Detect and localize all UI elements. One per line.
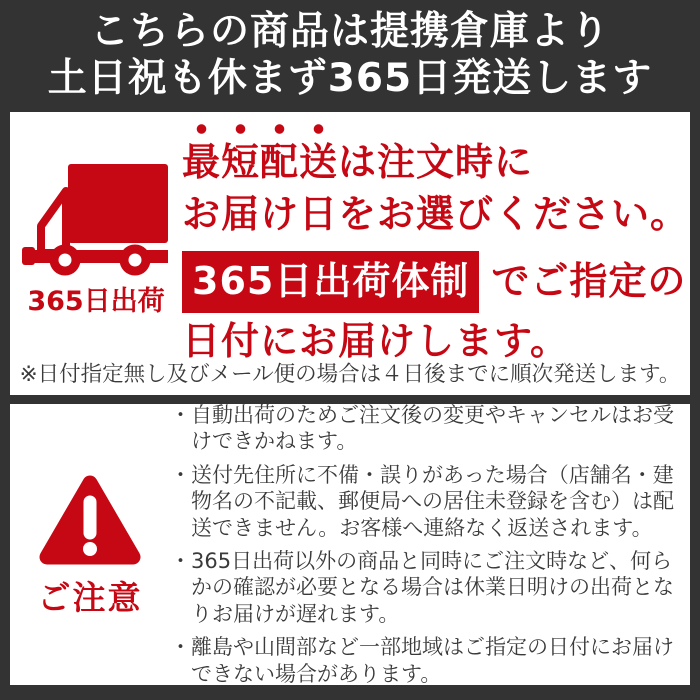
caution-list — [170, 402, 690, 688]
highlight-badge: 365日出荷体制 — [182, 251, 479, 313]
header-banner — [0, 0, 700, 112]
caution-item-text: 365日出荷以外の商品と同時にご注文時など、何らかの確認が必要となる場合は休業日明けの出荷となりお届けが遅れます。 — [191, 549, 674, 626]
subheadline-line1-rest: でご指定の — [491, 258, 687, 303]
bullet-marker: ・ — [170, 402, 191, 427]
caution-item — [170, 548, 676, 627]
truck-shipping-label: 365日出荷 — [27, 286, 165, 317]
shipping-panel — [10, 112, 690, 395]
caution-item-text: 離島や山間部など一部地域はご指定の日付にお届けできない場合があります。 — [191, 635, 674, 686]
caution-item — [170, 634, 676, 687]
caution-panel — [10, 404, 690, 685]
caution-item — [170, 402, 676, 455]
shipping-subheadline-line1 — [182, 251, 690, 313]
caution-item-text: 自動出荷のためご注文後の変更やキャンセルはお受けできかねます。 — [191, 402, 674, 454]
caution-label: ご注意 — [37, 578, 143, 617]
header-line2: 土日祝も休まず365日発送します — [47, 56, 653, 101]
bullet-marker: ・ — [170, 462, 191, 487]
shipping-subheadline-line2: 日付にお届けします。 — [182, 319, 569, 364]
shipping-headline-line2: お届け日をお選びください。 — [182, 192, 690, 237]
caution-item — [170, 462, 676, 541]
bullet-marker: ・ — [170, 549, 191, 573]
shipping-headline-line1 — [182, 120, 690, 188]
bullet-marker: ・ — [170, 635, 191, 660]
header-line1: こちらの商品は提携倉庫より — [89, 9, 610, 55]
caution-item-text: 送付先住所に不備・誤りがあった場合（店舗名・建物名の不記載、郵便局への居住未登録を含む）は配送できません。お客様へ連絡なく返送されます。 — [191, 462, 674, 540]
headline-line1-rest: は注文時に — [338, 140, 534, 184]
shipping-note: ※日付指定無し及びメール便の場合は４日後までに順次発送します。 — [19, 362, 681, 387]
emphasized-text: 最短配送 — [182, 136, 338, 188]
warning-triangle-icon — [37, 470, 143, 568]
delivery-truck-icon — [22, 164, 170, 277]
